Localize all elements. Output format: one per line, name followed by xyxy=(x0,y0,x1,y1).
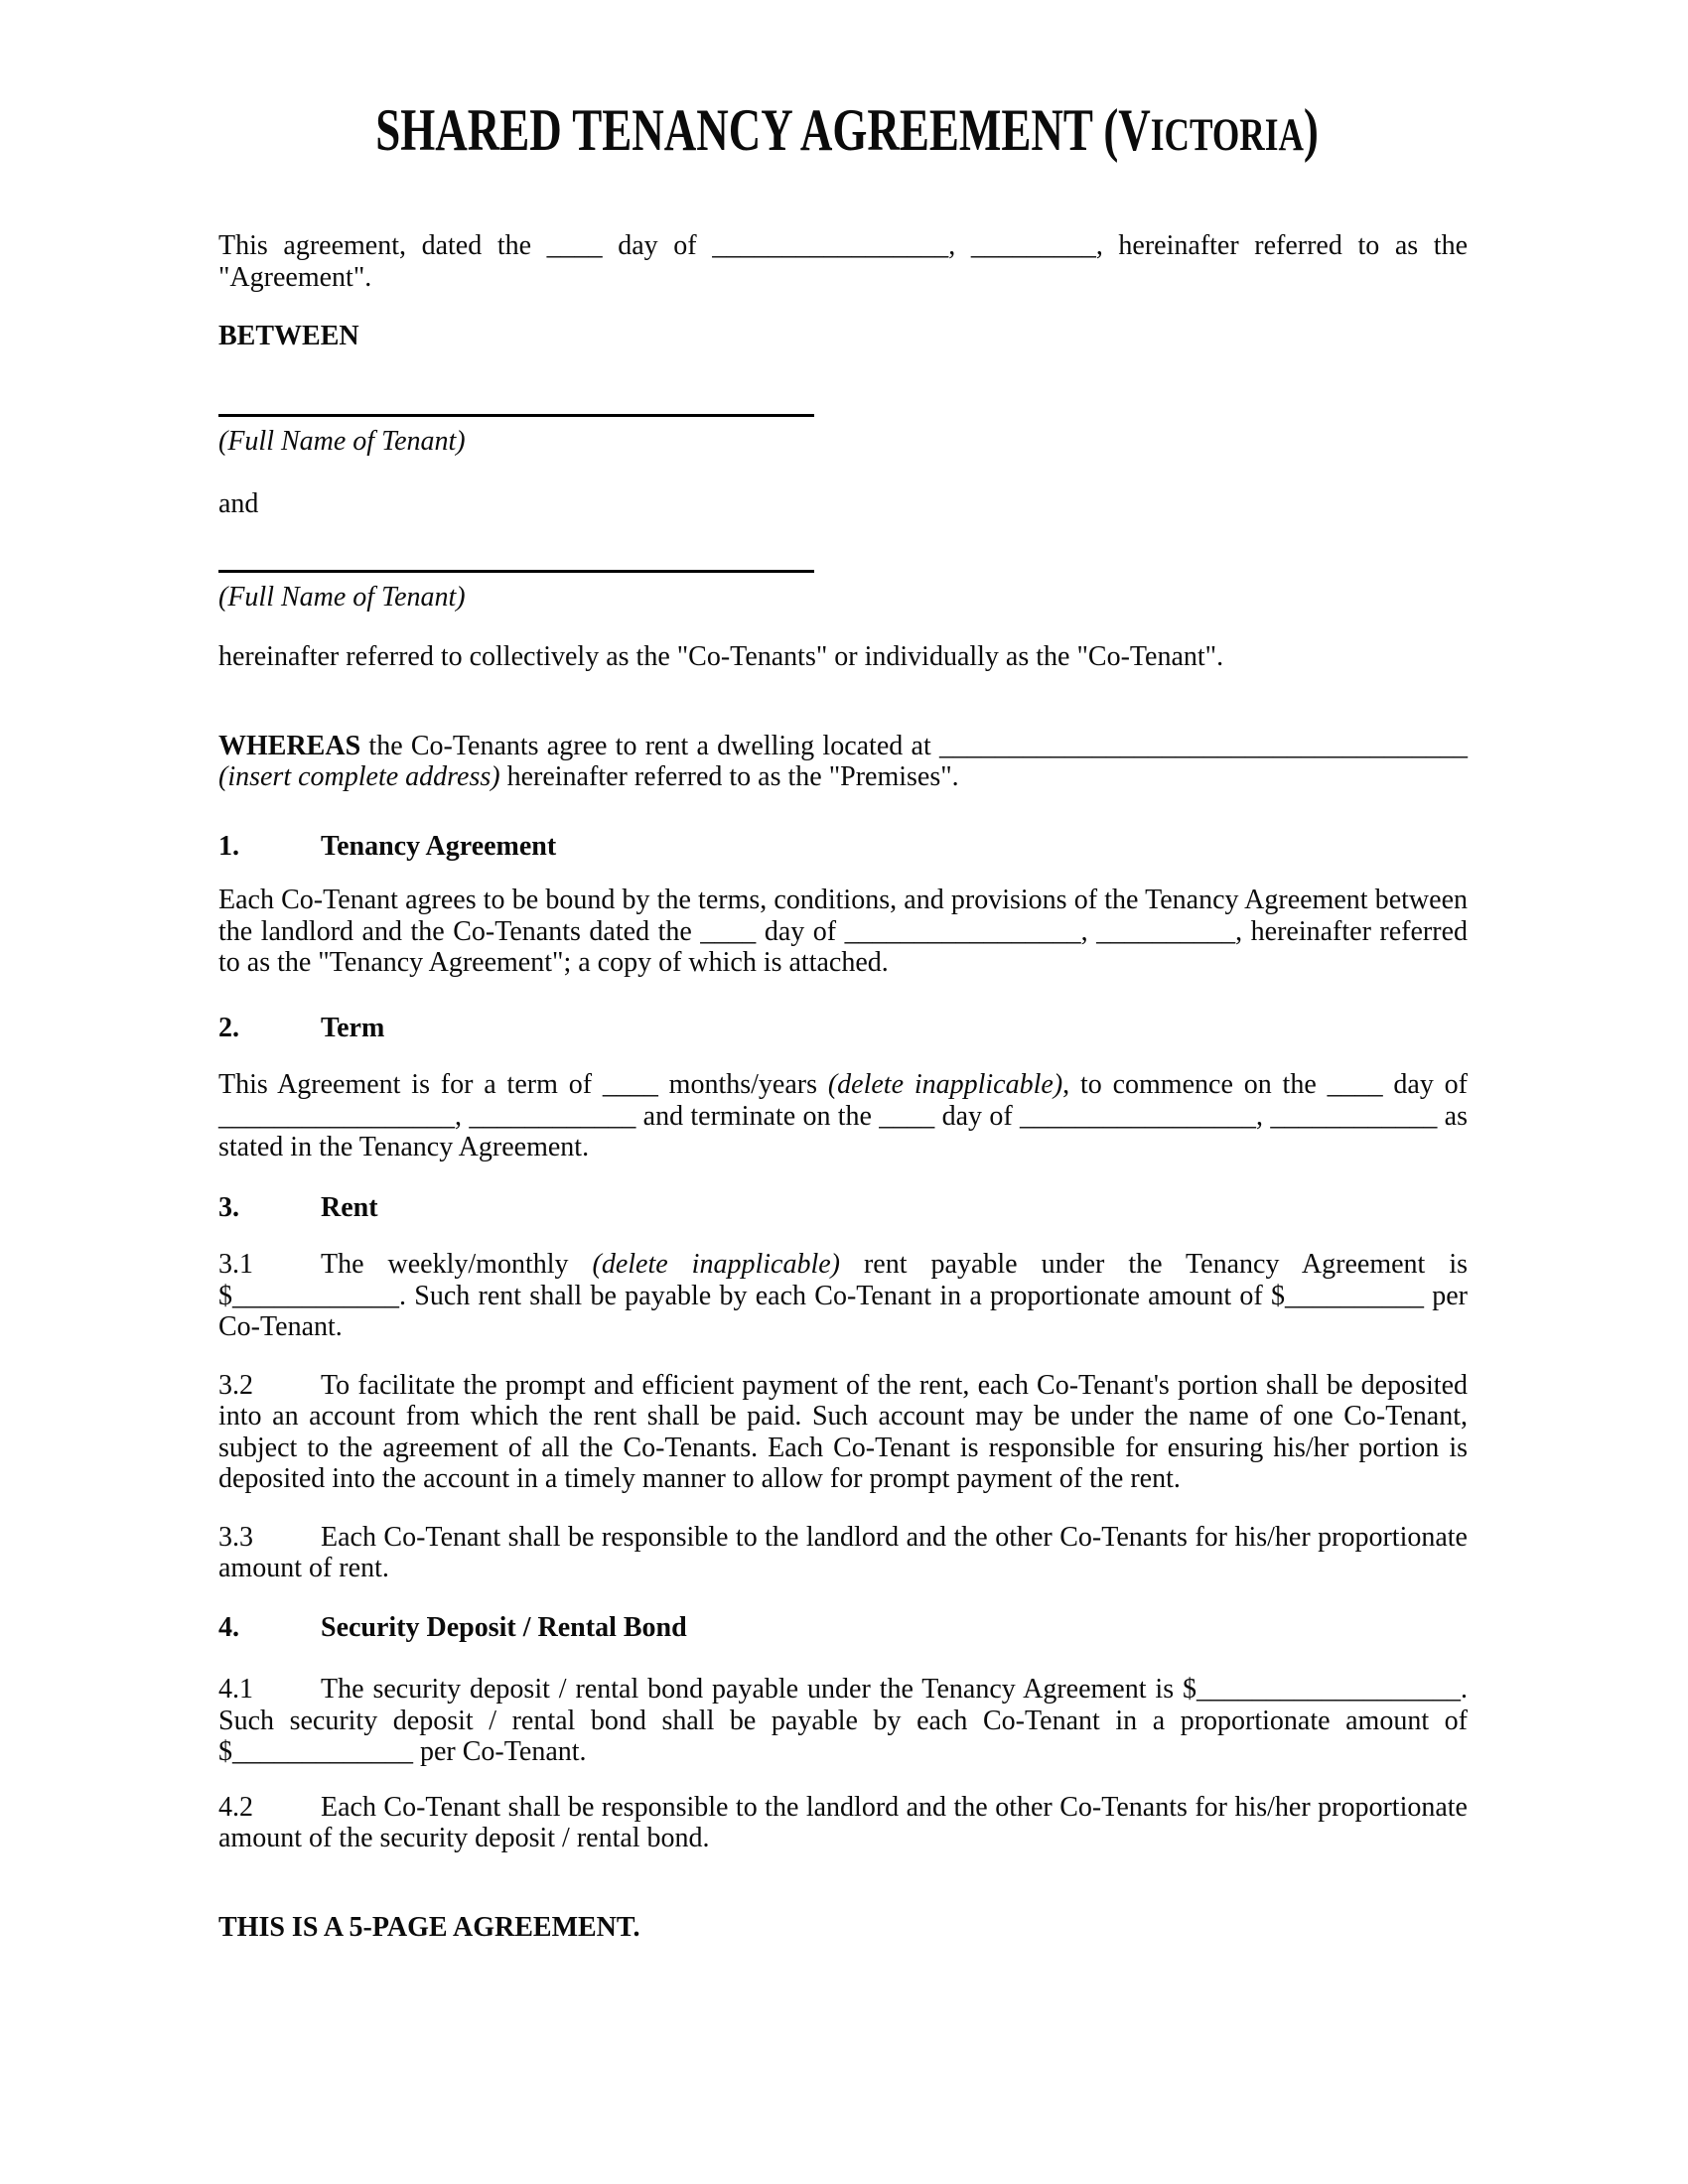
clause-3-2-text: To facilitate the prompt and efficient payment of the rent, each Co-Tenant's portion shall be deposited into an account from which the rent shall be paid. Such account may be under the name of one Co-Tenant, subject to the agreement of all the Co-Tenants. Each Co-Tenant is responsible for ensuring his/her portion is deposited into the account in a timely manner to allow for prompt payment of the rent. xyxy=(218,1369,1468,1494)
address-blank: ______________________________________ xyxy=(939,730,1468,761)
clause-3-1 xyxy=(218,1249,1468,1343)
whereas-text-2: hereinafter referred to as the "Premises". xyxy=(499,761,959,792)
tenant1-signature-line xyxy=(218,414,814,417)
cotenants-definition: hereinafter referred to collectively as the "Co-Tenants" or individually as the "Co-Tenant". xyxy=(218,641,1224,672)
tenant2-signature-line xyxy=(218,570,814,573)
clause-3-2-number: 3.2 xyxy=(218,1369,253,1401)
section1-heading-label: Tenancy Agreement xyxy=(321,830,557,862)
clause-3-3-text: Each Co-Tenant shall be responsible to the landlord and the other Co-Tenants for his/her proportionate amount of rent. xyxy=(218,1521,1468,1583)
clause-3-1-text-2: rent payable under the Tenancy Agreement is $____________. Such rent shall be payable by each Co-Tenant in a proportionate amount of $__________ per Co-Tenant. xyxy=(218,1249,1468,1342)
section2-body xyxy=(218,1069,1468,1163)
intro-paragraph: This agreement, dated the ____ day of _________________, _________, hereinafter referred to as the "Agreement". xyxy=(218,230,1468,293)
section2-number: 2. xyxy=(218,1012,239,1043)
section2-heading-label: Term xyxy=(321,1012,385,1043)
between-label: BETWEEN xyxy=(218,321,359,351)
section1-number: 1. xyxy=(218,830,239,862)
clause-4-2 xyxy=(218,1792,1468,1854)
clause-4-1-number: 4.1 xyxy=(218,1674,253,1705)
clause-3-3-number: 3.3 xyxy=(218,1521,253,1553)
term-text-1: This Agreement is for a term of ____ months/years xyxy=(218,1069,828,1100)
section4-heading xyxy=(218,1612,1468,1644)
clause-3-3 xyxy=(218,1522,1468,1584)
section3-heading xyxy=(218,1192,1468,1224)
and-conjunction: and xyxy=(218,488,259,519)
tenant2-name-label: (Full Name of Tenant) xyxy=(218,581,466,613)
section2-heading xyxy=(218,1013,1468,1044)
section1-heading xyxy=(218,831,1468,863)
clause-4-1 xyxy=(218,1674,1468,1768)
clause-4-1-text: The security deposit / rental bond payable under the Tenancy Agreement is $___________________. Such security deposit / rental bond shall be payable by each Co-Tenant in a proportionate amount of $_____________ per Co-Tenant. xyxy=(218,1674,1468,1767)
section1-body: Each Co-Tenant agrees to be bound by the terms, conditions, and provisions of the Tenancy Agreement between the landlord and the Co-Tenants dated the ____ day of _________________, __________, hereinafter referred to as the "Tenancy Agreement"; a copy of which is attached. xyxy=(218,885,1468,978)
section4-heading-label: Security Deposit / Rental Bond xyxy=(321,1611,687,1643)
clause-3-1-text-1: The weekly/monthly xyxy=(321,1249,593,1280)
title-suffix: ) xyxy=(1303,97,1319,163)
section3-number: 3. xyxy=(218,1191,239,1223)
section4-number: 4. xyxy=(218,1611,239,1643)
whereas-clause xyxy=(218,731,1468,793)
address-hint: (insert complete address) xyxy=(218,761,500,792)
section3-heading-label: Rent xyxy=(321,1191,378,1223)
clause-3-1-number: 3.1 xyxy=(218,1249,253,1280)
clause-3-2 xyxy=(218,1370,1468,1495)
document-title xyxy=(218,97,1468,175)
clause-4-2-number: 4.2 xyxy=(218,1791,253,1823)
page-count-note: THIS IS A 5-PAGE AGREEMENT. xyxy=(218,1911,640,1943)
whereas-keyword: WHEREAS xyxy=(218,730,361,761)
document-title-text xyxy=(375,97,1319,164)
title-prefix: SHARED TENANCY AGREEMENT (V xyxy=(375,97,1151,163)
tenant1-name-label: (Full Name of Tenant) xyxy=(218,425,466,457)
clause-3-1-hint: (delete inapplicable) xyxy=(592,1249,840,1280)
whereas-text-1: the Co-Tenants agree to rent a dwelling located at xyxy=(360,730,939,761)
clause-4-2-text: Each Co-Tenant shall be responsible to the landlord and the other Co-Tenants for his/her proportionate amount of the security deposit / rental bond. xyxy=(218,1791,1468,1853)
term-text-2: , to commence on the ____ day of _________________, ____________ and terminate on the ____ day of _________________, ____________ as stated in the Tenancy Agreement. xyxy=(218,1069,1469,1162)
title-smallcaps: ICTORIA xyxy=(1150,109,1304,161)
term-hint: (delete inapplicable) xyxy=(827,1069,1063,1100)
